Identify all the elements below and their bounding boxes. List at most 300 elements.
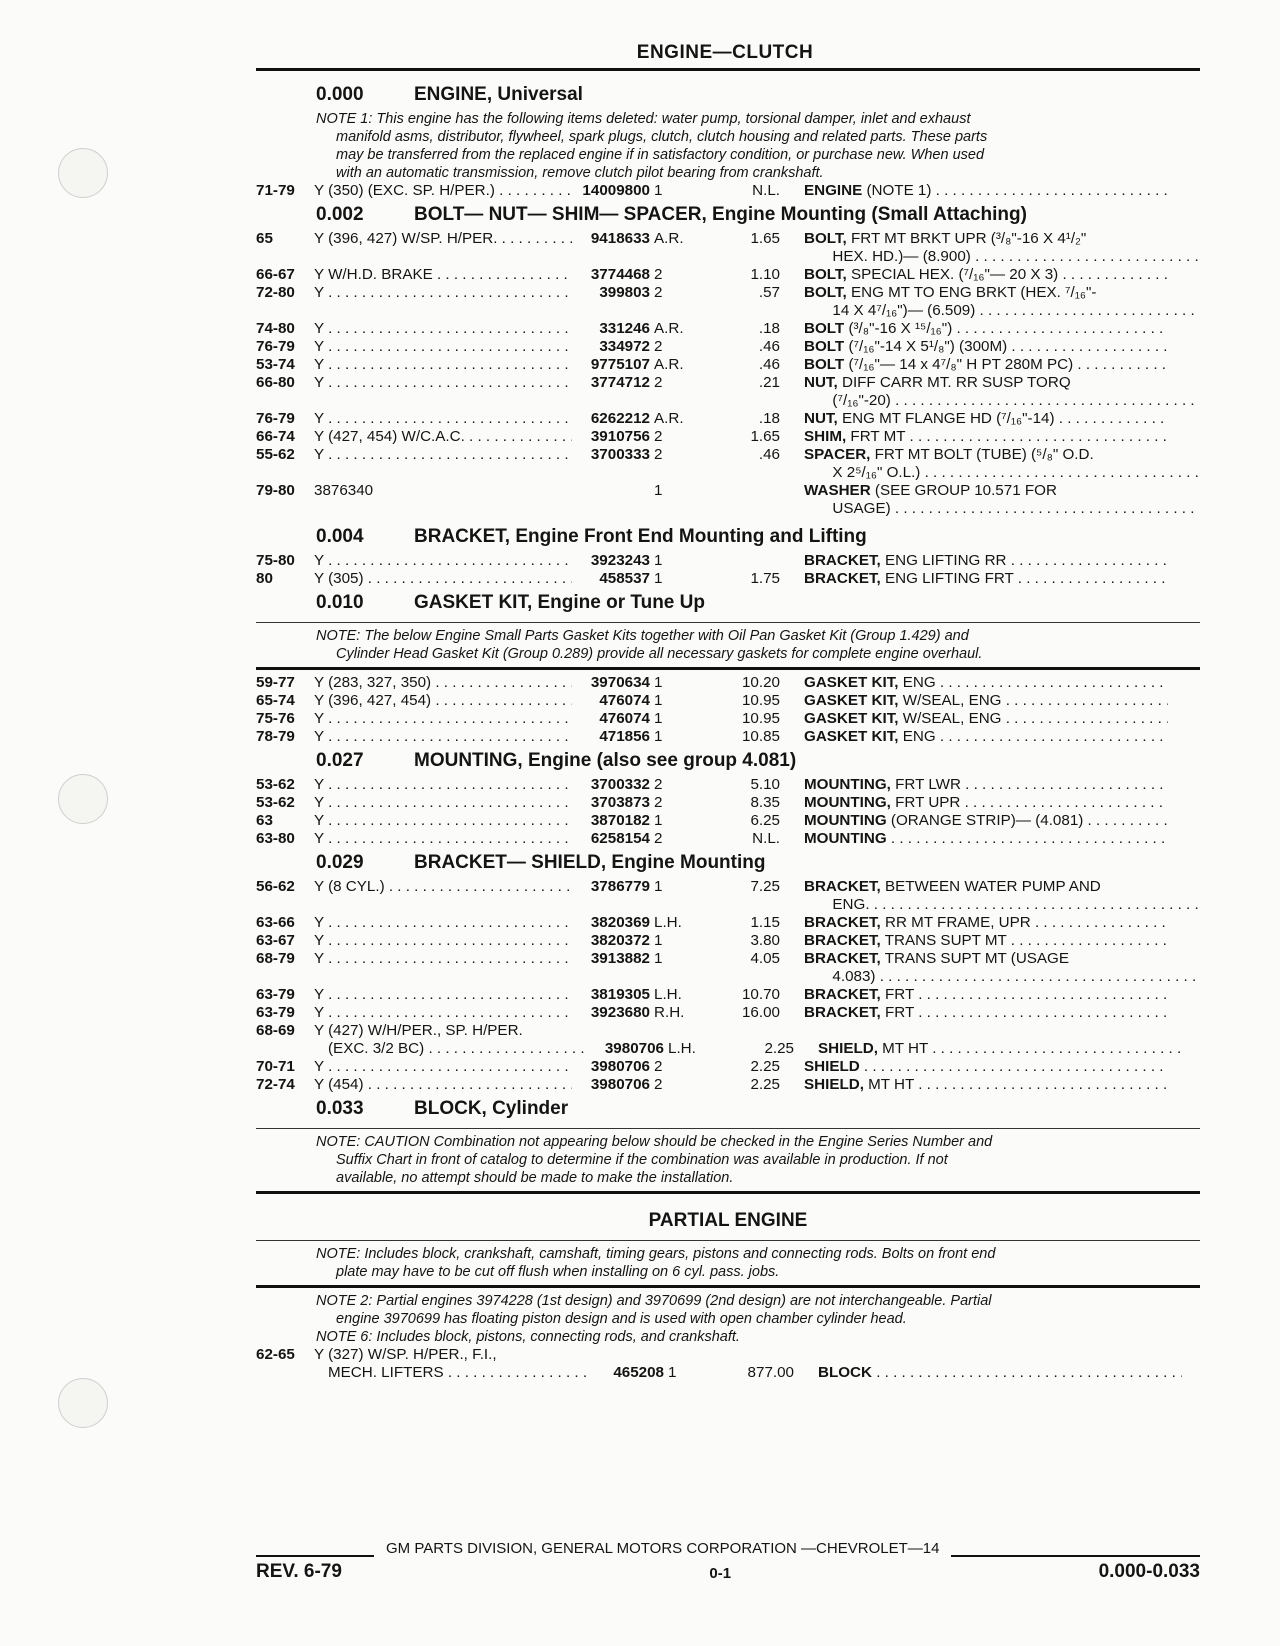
part-row xyxy=(256,1040,1200,1058)
description xyxy=(780,1004,1168,1022)
description-keyword: BOLT xyxy=(804,338,845,355)
part-number: 6258154 xyxy=(590,830,650,847)
spacer xyxy=(256,968,796,986)
application: Y . . . xyxy=(314,410,572,428)
note-line: plate may have to be cut off flush when installing on 6 cyl. pass. jobs. xyxy=(336,1264,780,1280)
part-number: 465208 xyxy=(613,1364,664,1381)
quantity: 1 xyxy=(654,674,663,691)
description-text: ENG. . . . xyxy=(796,896,1200,914)
description xyxy=(780,266,1168,284)
description xyxy=(780,674,1168,692)
application: Y . . . xyxy=(314,552,572,570)
price: 4.05 xyxy=(750,950,780,967)
note-line: manifold asms, distributor, flywheel, spark plugs, clutch, clutch housing and related parts. These parts xyxy=(336,129,988,145)
description-text: (NOTE 1) xyxy=(862,182,932,199)
part-number: 3913882 xyxy=(590,950,650,967)
model-years: 79-80 xyxy=(256,482,295,499)
quantity: 2 xyxy=(654,830,663,847)
description-text: X 2⁵/₁₆" O.L.) . . . xyxy=(796,464,1200,482)
application: Y . . . xyxy=(314,728,572,746)
description-keyword: BOLT, xyxy=(804,284,847,301)
price: 7.25 xyxy=(750,878,780,895)
quantity: 2 xyxy=(654,446,663,463)
part-row xyxy=(256,230,1200,248)
section-title: GASKET KIT, Engine or Tune Up xyxy=(414,592,705,613)
quantity: 1 xyxy=(654,878,663,895)
note-text xyxy=(256,1133,1200,1187)
part-number: 3820369 xyxy=(590,914,650,931)
application: Y . . . xyxy=(314,950,572,968)
description-keyword: GASKET KIT, xyxy=(804,728,899,745)
section-heading xyxy=(256,1094,1200,1124)
note-line: NOTE: The below Engine Small Parts Gasket Kits together with Oil Pan Gasket Kit (Group 1.429) and xyxy=(316,628,969,644)
description-keyword: WASHER xyxy=(804,482,871,499)
model-years: 80 xyxy=(256,570,273,587)
price: 1.15 xyxy=(750,914,780,931)
part-number: 3786779 xyxy=(590,878,650,895)
application: Y . . . xyxy=(314,320,572,338)
model-years: 63-67 xyxy=(256,932,295,949)
binder-hole xyxy=(58,774,108,824)
part-number: 9775107 xyxy=(590,356,650,373)
description-keyword: NUT, xyxy=(804,410,838,427)
spacer xyxy=(256,896,796,914)
price: 1.10 xyxy=(750,266,780,283)
application: Y . . . xyxy=(314,356,572,374)
description-continuation xyxy=(256,968,1200,986)
part-row xyxy=(256,1346,1200,1364)
quantity: L.H. xyxy=(654,914,682,931)
note-line: NOTE: Includes block, crankshaft, camshaft, timing gears, pistons and connecting rods. Bolts on front end xyxy=(316,1246,996,1262)
description-text: 4.083) . . . xyxy=(796,968,1200,986)
price: 1.65 xyxy=(750,428,780,445)
note-text xyxy=(256,627,1200,663)
description-text: TRANS SUPT MT xyxy=(880,932,1007,949)
note-text xyxy=(256,1292,1200,1346)
model-years: 65-74 xyxy=(256,692,295,709)
description xyxy=(780,284,1168,302)
description-keyword: BRACKET, xyxy=(804,878,881,895)
description-text: 14 X 4⁷/₁₆")— (6.509) . . . xyxy=(796,302,1200,320)
application: Y . . . xyxy=(314,794,572,812)
model-years: 63 xyxy=(256,812,273,829)
part-row xyxy=(256,830,1200,848)
part-number: 3774712 xyxy=(590,374,650,391)
price: 5.10 xyxy=(750,776,780,793)
quantity: A.R. xyxy=(654,320,684,337)
footer-rule xyxy=(256,1543,374,1557)
binder-hole xyxy=(58,148,108,198)
description-text: FRT LWR xyxy=(890,776,961,793)
part-number: 458537 xyxy=(599,570,650,587)
model-years: 72-80 xyxy=(256,284,295,301)
description-keyword: MOUNTING, xyxy=(804,794,891,811)
part-number: 14009800 xyxy=(582,182,650,199)
description-keyword: BRACKET, xyxy=(804,1004,881,1021)
note-line: Cylinder Head Gasket Kit (Group 0.289) provide all necessary gaskets for complete engine overhaul. xyxy=(336,646,983,662)
quantity: 1 xyxy=(654,950,663,967)
section-heading xyxy=(256,522,1200,552)
description-keyword: BRACKET, xyxy=(804,932,881,949)
application: Y . . . xyxy=(314,374,572,392)
application: Y . . . xyxy=(314,1004,572,1022)
note-line: Suffix Chart in front of catalog to determine if the combination was available in production. If not xyxy=(336,1152,948,1168)
section-heading xyxy=(256,80,1200,110)
binder-hole xyxy=(58,1378,108,1428)
description-text: W/SEAL, ENG xyxy=(898,710,1002,727)
price: .46 xyxy=(758,356,780,373)
description-keyword: BOLT, xyxy=(804,230,847,247)
part-row xyxy=(256,914,1200,932)
description-text: FRT xyxy=(880,986,914,1003)
part-row xyxy=(256,1364,1200,1382)
part-number: 3819305 xyxy=(590,986,650,1003)
quantity: 2 xyxy=(654,266,663,283)
price: 6.25 xyxy=(750,812,780,829)
parts-listing xyxy=(256,80,1200,1382)
application: Y (305) . . . xyxy=(314,570,572,588)
description-keyword: MOUNTING xyxy=(804,812,887,829)
part-number: 3820372 xyxy=(590,932,650,949)
price xyxy=(714,1346,780,1364)
section-number: 0.029 xyxy=(316,852,364,873)
description-text: MT HT xyxy=(877,1040,928,1057)
application: Y (396, 427) W/SP. H/PER. . . . . . . xyxy=(314,230,572,248)
description xyxy=(780,812,1168,830)
description-keyword: BOLT, xyxy=(804,266,847,283)
quantity xyxy=(650,1022,714,1040)
application: Y . . . xyxy=(314,338,572,356)
price: 10.95 xyxy=(741,692,780,709)
price: 10.85 xyxy=(741,728,780,745)
description xyxy=(780,356,1168,374)
quantity: 2 xyxy=(654,1076,663,1093)
description xyxy=(780,794,1168,812)
model-years: 75-76 xyxy=(256,710,295,727)
partial-engine-heading: PARTIAL ENGINE xyxy=(648,1210,808,1231)
description xyxy=(780,338,1168,356)
description xyxy=(780,914,1168,932)
revision-label: REV. 6-79 xyxy=(256,1561,342,1582)
model-years xyxy=(256,1040,314,1058)
footer-corporation: GM PARTS DIVISION, GENERAL MOTORS CORPORATION —CHEVROLET—14 xyxy=(386,1540,940,1557)
model-years: 70-71 xyxy=(256,1058,295,1075)
description-text: ENG xyxy=(898,674,936,691)
model-years: 76-79 xyxy=(256,410,295,427)
part-number: 3870182 xyxy=(590,812,650,829)
model-years: 63-80 xyxy=(256,830,295,847)
section-rule-thin xyxy=(256,1240,1200,1241)
application: Y . . . xyxy=(314,284,572,302)
application: Y (427, 454) W/C.A.C. . . . xyxy=(314,428,572,446)
application: Y (8 CYL.) . . . xyxy=(314,878,572,896)
quantity: 1 xyxy=(654,692,663,709)
price xyxy=(714,482,780,500)
part-row xyxy=(256,446,1200,464)
part-row xyxy=(256,356,1200,374)
quantity: A.R. xyxy=(654,410,684,427)
model-years: 66-67 xyxy=(256,266,295,283)
part-number: 476074 xyxy=(599,692,650,709)
model-years xyxy=(256,1364,314,1382)
quantity: A.R. xyxy=(654,230,684,247)
page-footer xyxy=(256,1540,1200,1583)
section-rule-thick xyxy=(256,667,1200,670)
description-keyword: BLOCK xyxy=(818,1364,872,1381)
price: 10.95 xyxy=(741,710,780,727)
part-row xyxy=(256,320,1200,338)
description-keyword: SPACER, xyxy=(804,446,871,463)
section-title: MOUNTING, Engine (also see group 4.081) xyxy=(414,750,797,771)
note-line: engine 3970699 has floating piston design and is used with open chamber cylinder head. xyxy=(336,1311,907,1327)
page-number: 0-1 xyxy=(709,1565,732,1582)
model-years: 65 xyxy=(256,230,273,247)
model-years: 74-80 xyxy=(256,320,295,337)
description-text: USAGE) . . . xyxy=(796,500,1200,518)
part-row xyxy=(256,692,1200,710)
part-number xyxy=(572,482,650,500)
model-years: 63-79 xyxy=(256,986,295,1003)
description xyxy=(780,1058,1168,1076)
quantity: 1 xyxy=(654,182,663,199)
model-years: 76-79 xyxy=(256,338,295,355)
section-rule-thick xyxy=(256,1285,1200,1288)
application: Y . . . xyxy=(314,710,572,728)
model-years: 53-74 xyxy=(256,356,295,373)
section-heading xyxy=(256,848,1200,878)
note-line: NOTE: CAUTION Combination not appearing below should be checked in the Engine Series Number and xyxy=(316,1134,993,1150)
part-row xyxy=(256,932,1200,950)
description-text: ENG xyxy=(898,728,936,745)
price: 10.70 xyxy=(741,986,780,1003)
part-number: 3923243 xyxy=(590,552,650,569)
price: 2.25 xyxy=(750,1076,780,1093)
part-number: 476074 xyxy=(599,710,650,727)
quantity: 2 xyxy=(654,428,663,445)
description-text: FRT UPR xyxy=(890,794,961,811)
description-text: FRT MT xyxy=(846,428,906,445)
description-keyword: BRACKET, xyxy=(804,552,881,569)
price xyxy=(714,552,780,570)
note-line: NOTE 6: Includes block, pistons, connecting rods, and crankshaft. xyxy=(316,1329,740,1345)
part-row xyxy=(256,552,1200,570)
application: Y . . . xyxy=(314,446,572,464)
price: .18 xyxy=(758,320,780,337)
price: .18 xyxy=(758,410,780,427)
description-text: RR MT FRAME, UPR xyxy=(880,914,1031,931)
part-number: 471856 xyxy=(599,728,650,745)
part-number xyxy=(572,1022,650,1040)
quantity: 2 xyxy=(654,794,663,811)
part-row xyxy=(256,710,1200,728)
part-number: 3970634 xyxy=(590,674,650,691)
part-row xyxy=(256,266,1200,284)
description xyxy=(780,410,1168,428)
quantity: 2 xyxy=(654,1058,663,1075)
quantity: 1 xyxy=(668,1364,677,1381)
description-keyword: MOUNTING, xyxy=(804,776,891,793)
description-text: BETWEEN WATER PUMP AND xyxy=(880,878,1101,895)
part-number: 334972 xyxy=(599,338,650,355)
quantity: R.H. xyxy=(654,1004,685,1021)
description-keyword: SHIELD, xyxy=(804,1076,864,1093)
application: Y . . . xyxy=(314,812,572,830)
price: 1.65 xyxy=(750,230,780,247)
price: 3.80 xyxy=(750,932,780,949)
description-text: ENG MT FLANGE HD (⁷/₁₆"-14) xyxy=(837,410,1055,427)
description xyxy=(780,552,1168,570)
description xyxy=(780,446,1168,464)
page-title: ENGINE—CLUTCH xyxy=(636,42,814,63)
section-title: BRACKET, Engine Front End Mounting and Lifting xyxy=(414,526,867,547)
description xyxy=(780,1346,1168,1364)
part-row xyxy=(256,812,1200,830)
application: Y . . . xyxy=(314,986,572,1004)
part-number: 3703873 xyxy=(590,794,650,811)
quantity: 1 xyxy=(654,570,663,587)
section-title: BLOCK, Cylinder xyxy=(414,1098,569,1119)
quantity: 1 xyxy=(654,482,663,499)
section-heading xyxy=(256,588,1200,618)
section-number: 0.000 xyxy=(316,84,364,105)
application: Y (396, 427, 454) . . . xyxy=(314,692,572,710)
quantity: A.R. xyxy=(654,356,684,373)
part-row xyxy=(256,1022,1200,1040)
description-text: ENG LIFTING FRT xyxy=(880,570,1014,587)
description xyxy=(780,374,1168,392)
model-years: 78-79 xyxy=(256,728,295,745)
note-line: NOTE 2: Partial engines 3974228 (1st design) and 3970699 (2nd design) are not interchangeable. Partial xyxy=(316,1293,992,1309)
part-row xyxy=(256,728,1200,746)
price: 1.75 xyxy=(750,570,780,587)
description xyxy=(780,320,1168,338)
description-keyword: BOLT xyxy=(804,356,845,373)
price: 8.35 xyxy=(750,794,780,811)
description-text: ENG LIFTING RR xyxy=(880,552,1007,569)
part-row xyxy=(256,1004,1200,1022)
price: 2.25 xyxy=(764,1040,794,1057)
description-text: ENG MT TO ENG BRKT (HEX. ⁷/₁₆"- xyxy=(846,284,1097,301)
quantity: 1 xyxy=(654,710,663,727)
description-keyword: BRACKET, xyxy=(804,570,881,587)
description xyxy=(780,230,1168,248)
section-heading xyxy=(256,200,1200,230)
description xyxy=(780,776,1168,794)
part-number xyxy=(572,1346,650,1364)
description-text: (⁷/₁₆"— 14 x 4⁷/₈" H PT 280M PC) xyxy=(844,356,1074,373)
part-row xyxy=(256,482,1200,500)
description-text: (ORANGE STRIP)— (4.081) xyxy=(886,812,1084,829)
spacer xyxy=(256,500,796,518)
description-keyword: BRACKET, xyxy=(804,950,881,967)
application: Y (327) W/SP. H/PER., F.I., xyxy=(314,1346,497,1363)
note-text xyxy=(256,1245,1200,1281)
section-rule-thick xyxy=(256,1191,1200,1194)
part-row xyxy=(256,674,1200,692)
part-row xyxy=(256,410,1200,428)
quantity xyxy=(650,1346,714,1364)
section-number: 0.033 xyxy=(316,1098,364,1119)
note-text xyxy=(256,110,1200,182)
description-keyword: ENGINE xyxy=(804,182,863,199)
description xyxy=(780,878,1168,896)
quantity: 1 xyxy=(654,932,663,949)
part-number: 3980706 xyxy=(590,1058,650,1075)
part-row xyxy=(256,182,1200,200)
part-row xyxy=(256,986,1200,1004)
part-number: 3774468 xyxy=(590,266,650,283)
description-continuation xyxy=(256,896,1200,914)
description-keyword: BOLT xyxy=(804,320,845,337)
part-row xyxy=(256,950,1200,968)
note-line: NOTE 1: This engine has the following items deleted: water pump, torsional damper, inlet and exhaust xyxy=(316,111,971,127)
quantity: 2 xyxy=(654,338,663,355)
description-text: W/SEAL, ENG xyxy=(898,692,1002,709)
application: Y (427) W/H/PER., SP. H/PER. xyxy=(314,1022,523,1039)
section-title: BRACKET— SHIELD, Engine Mounting xyxy=(414,852,766,873)
price: .46 xyxy=(758,446,780,463)
part-number: 3700332 xyxy=(590,776,650,793)
description-text: HEX. HD.)— (8.900) . . . xyxy=(796,248,1200,266)
section-rule-thin xyxy=(256,622,1200,623)
model-years: 66-74 xyxy=(256,428,295,445)
description xyxy=(780,986,1168,1004)
description-keyword: GASKET KIT, xyxy=(804,710,899,727)
price: .57 xyxy=(758,284,780,301)
price: N.L. xyxy=(752,830,780,847)
spacer xyxy=(256,302,796,320)
description-text: FRT MT BRKT UPR (³/₈"-16 X 4¹/₂" xyxy=(846,230,1087,247)
quantity: L.H. xyxy=(654,986,682,1003)
description-text: (SEE GROUP 10.571 FOR xyxy=(870,482,1057,499)
model-years: 53-62 xyxy=(256,776,295,793)
spacer xyxy=(256,248,796,266)
part-row xyxy=(256,374,1200,392)
model-years: 53-62 xyxy=(256,794,295,811)
model-years: 68-69 xyxy=(256,1022,295,1039)
model-years: 63-79 xyxy=(256,1004,295,1021)
group-range: 0.000-0.033 xyxy=(1098,1561,1200,1582)
part-number: 9418633 xyxy=(590,230,650,247)
quantity: 2 xyxy=(654,284,663,301)
section-title: ENGINE, Universal xyxy=(414,84,583,105)
description-text: TRANS SUPT MT (USAGE xyxy=(880,950,1069,967)
description-text: (⁷/₁₆"-14 X 5¹/₈") (300M) xyxy=(844,338,1008,355)
spacer xyxy=(256,1198,1200,1206)
part-row xyxy=(256,776,1200,794)
description xyxy=(780,182,1168,200)
description-keyword: SHIELD xyxy=(804,1058,860,1075)
section-number: 0.004 xyxy=(316,526,364,547)
description xyxy=(780,428,1168,446)
application: Y . . . xyxy=(314,1058,572,1076)
description-text: MT HT xyxy=(863,1076,914,1093)
description-keyword: GASKET KIT, xyxy=(804,674,899,691)
description xyxy=(794,1364,1182,1382)
part-number: 3980706 xyxy=(590,1076,650,1093)
part-number: 331246 xyxy=(599,320,650,337)
application: MECH. LIFTERS . . . xyxy=(314,1364,586,1382)
description-keyword: NUT, xyxy=(804,374,838,391)
description xyxy=(780,932,1168,950)
application: Y (454) . . . xyxy=(314,1076,572,1094)
spacer xyxy=(256,392,796,410)
model-years: 59-77 xyxy=(256,674,295,691)
description-continuation xyxy=(256,500,1200,518)
description-text: DIFF CARR MT. RR SUSP TORQ xyxy=(837,374,1071,391)
description xyxy=(780,710,1168,728)
model-years: 62-65 xyxy=(256,1346,295,1363)
